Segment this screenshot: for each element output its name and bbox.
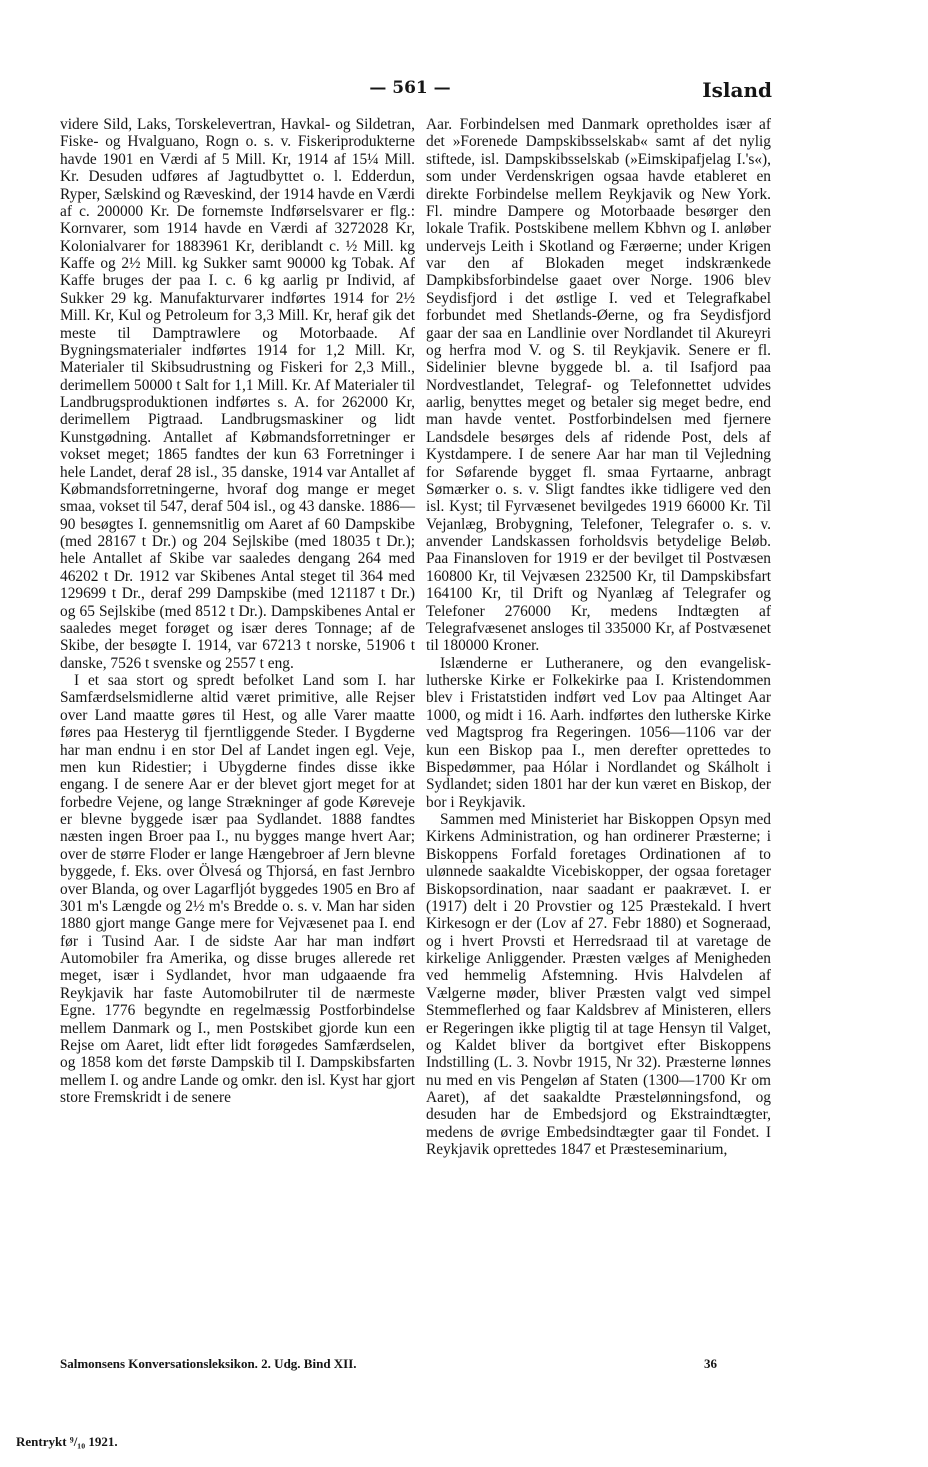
publication-footer: Salmonsens Konversationsleksikon. 2. Udg. Bind XII. <box>60 1356 357 1371</box>
paragraph: videre Sild, Laks, Torskelevertran, Havkal- og Sildetran, Fiske- og Hvalguano, Rogn o. s. v. Fiskeriprodukterne havde 1901 en Værdi af 5 Mill. Kr, 1914 af 15¼ Mill. Kr. Desuden udføres af Jagtudbyttet o. l. Edderdun, Ryper, Sælskind og Ræveskind, der 1914 havde en Værdi af c. 200000 Kr. De fornemste Indførselsvarer er flg.: Kornvarer, som 1914 havde en Værdi af 3272028 Kr, Kolonialvarer for 1883961 Kr, deriblandt c. ½ Mill. kg Kaffe og 2½ Mill. kg Sukker samt 90000 kg Tobak. Af Kaffe bruges der paa I. c. 6 kg aarlig pr Individ, af Sukker 29 kg. Manufakturvarer indførtes 1914 for 2½ Mill. Kr, Kul og Petroleum for 3,3 Mill. Kr, heraf gik det meste til Damptrawlere og Motorbaade. Af Bygningsmaterialer indførtes 1914 for 1,2 Mill. Kr, Materialer til Skibsudrustning og Fiskeri for 2,3 Mill., derimellem 50000 t Salt for 1,1 Mill. Kr. Af Materialer til Landbrugsproduktionen indførtes s. A. for 262000 Kr, derimellem Pigtraad. Landbrugsmaskiner og lidt Kunstgødning. Antallet af Købmandsforretninger er vokset meget; 1865 fandtes der kun 63 Forretninger i hele Landet, deraf 28 isl., 35 danske, 1914 var Antallet af Købmandsforretningerne, hvoraf dog mange er meget smaa, vokset til 547, deraf 504 isl., og 43 danske. 1886—90 besøgtes I. gennemsnitlig om Aaret af 60 Dampskibe (med 28167 t Dr.) og 204 Sejlskibe (med 18035 t Dr.); hele Antallet af Skibe var saaledes dengang 264 med 46202 t Dr. 1912 var Skibenes Antal steget til 364 med 129699 t Dr., deraf 299 Dampskibe (med 121187 t Dr.) og 65 Sejlskibe (med 8512 t Dr.). Dampskibenes Antal er saaledes meget forøget og især deres Tonnage; af de Skibe, der besøgte I. 1914, var 67213 t norske, 51906 t danske, 7526 t svenske og 2557 t eng. <box>60 116 416 672</box>
paragraph: Sammen med Ministeriet har Biskoppen Opsyn med Kirkens Administration, og han ordinerer Præsterne; i Biskoppens Forfald foretages Ordinationen af to ulønnede saakaldte Vicebiskopper, der ogsaa foretager Biskopsordination, naar saadant er paakrævet. I. er (1917) delt i 20 Provstier og 125 Præstekald. I hvert Kirkesogn er der (Lov af 27. Febr 1880) et Sogneraad, og i hvert Provsti et Herredsraad til at varetage de kirkelige Anliggender. Præsten vælges af Menigheden ved hemmelig Afstemning. Hvis Halvdelen af Vælgerne møder, bliver Præsten valgt ved simpel Stemmeflerhed og faar Kaldsbrev af Ministeren, ellers er Regeringen ikke pligtig til at tage Hensyn til Valget, og Kaldet bliver da bortgivet efter Biskoppens Indstilling (L. 3. Novbr 1915, Nr 32). Præsterne lønnes nu med en vis Pengeløn af Staten (1300—1700 Kr om Aaret), af det saakaldte Præstelønningsfond, og desuden har de Embedsjord og Ekstraindtægter, medens de øvrige Embedsindtægter gaar til Fondet. I Reykjavik oprettedes 1847 et Præsteseminarium, <box>426 811 771 1159</box>
running-title: Island <box>702 78 772 102</box>
right-column <box>426 116 771 1159</box>
reprint-note: Rentrykt ⁹/₁₀ 1921. <box>16 1434 118 1449</box>
left-column <box>60 116 415 1106</box>
sheet-signature: 36 <box>704 1356 717 1371</box>
page-number: — 561 — <box>369 78 451 98</box>
paragraph: I et saa stort og spredt befolket Land som I. har Samfærdselsmidlerne altid været primitive, alle Rejser over Land maatte gøres til Hest, og alle Varer maatte føres paa Hesteryg til fjerntliggende Steder. I Bygderne har man endnu i en stor Del af Landet ingen egl. Veje, men kun Ridestier; i Ubygderne findes disse ikke engang. I de senere Aar er der blevet gjort meget for at forbedre Vejene, og lange Strækninger af gode Køreveje er blevne byggede især paa Sydlandet. 1888 fandtes næsten ingen Broer paa I., nu bygges mange hvert Aar; over de større Floder er lange Hængebroer af Jern blevne byggede, f. Eks. over Ölvesá og Thjorsá, en fast Jernbro over Blanda, og over Lagarfljót byggedes 1905 en Bro af 301 m's Længde og 2½ m's Bredde o. s. v. Man har siden 1880 gjort mange Gange mere for Vejvæsenet paa I. end før i Tusind Aar. I de sidste Aar har man indført Automobiler fra Amerika, og disse bruges allerede ret meget, især i Sydlandet, hvor man udgaaende fra Reykjavik har faste Automobilruter til de nærmeste Egne. 1776 begyndte en regelmæssig Postforbindelse mellem Danmark og I., men Postskibet gjorde kun een Rejse om Aaret, lidt efter lidt forøgedes Samfærdselen, og 1858 kom det første Dampskib til I. Dampskibsfarten mellem I. og andre Lande og omkr. den isl. Kyst har gjort store Fremskridt i de senere <box>60 672 415 1106</box>
paragraph: Islænderne er Lutheranere, og den evangelisk-lutherske Kirke er Folkekirke paa I. Kristendommen blev i Fristatstiden indført ved Lov paa Altinget Aar 1000, og midt i 16. Aarh. indførtes den lutherske Kirke ved Magtsprog fra Regeringen. 1056—1106 var der kun een Biskop paa I., men derefter oprettedes to Bispedømmer, paa Hólar i Nordlandet og Skálholt i Sydlandet; siden 1801 har der kun været en Biskop, der bor i Reykjavik. <box>426 654 771 811</box>
paragraph: Aar. Forbindelsen med Danmark opretholdes især af det »Forenede Dampskibsselskab« samt af det nylig stiftede, isl. Dampskibsselskab (»Eimskipafjelag I.'s«), som under Verdenskrigen ogsaa havde etableret en direkte Forbindelse mellem Reykjavik og New York. Fl. mindre Dampere og Motorbaade besørger den lokale Trafik. Postskibene mellem Kbhvn og I. anløber undervejs Leith i Skotland og Færøerne; under Krigen var den af Blokaden meget indskrænkede Dampkibsforbindelse gaaet over Norge. 1906 blev Seydisfjord i det østlige I. ved et Telegrafkabel forbundet med Shetlands-Øerne, og fra Seydisfjord gaar der saa en Landlinie over Nordlandet til Akureyri og herfra mod V. og S. til Reykjavik. Senere er fl. Sidelinier blevne byggede bl. a. til Isafjord paa Nordvestlandet, Telegraf- og Telefonnettet udvides aarlig, benyttes meget og betaler sig meget bedre, end man havde ventet. Postforbindelsen med fjernere Landsdele besørges dels af ridende Post, dels af Kystdampere. I de senere Aar har man til Vejledning for Søfarende bygget fl. smaa Fyrtaarne, anbragt Sømærker o. s. v. Sligt fandtes ikke tidligere ved den isl. Kyst; til Fyrvæsenet bevilgedes 1919 66000 Kr. Til Vejanlæg, Brobygning, Telefoner, Telegrafer o. s. v. anvender Landskassen forholdsvis betydelige Beløb. Paa Finansloven for 1919 er der bevilget til Postvæsen 160800 Kr, til Vejvæsen 232500 Kr, til Dampskibsfart 164100 Kr, til Drift og Nyanlæg af Telegrafer og Telefoner 276000 Kr, medens Indtægten af Telegrafvæsenet ansloges til 335000 Kr, af Postvæsenet til 180000 Kroner. <box>426 116 771 655</box>
